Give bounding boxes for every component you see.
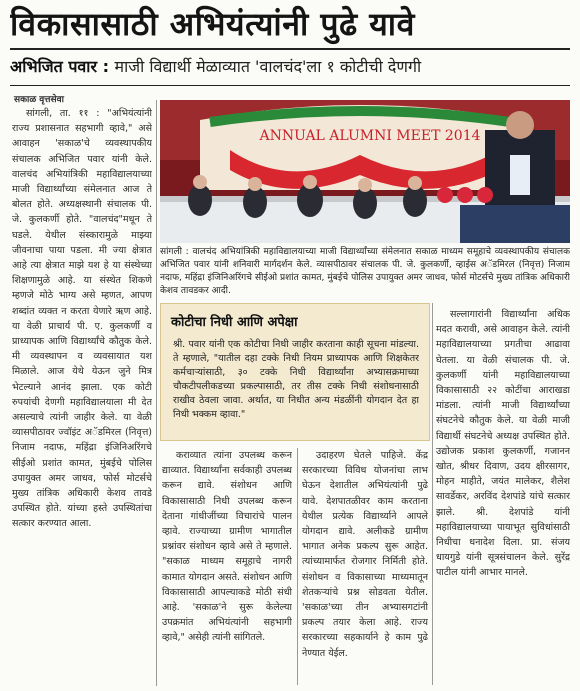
highlight-box-body: श्री. पवार यांनी एक कोटीचा निधी जाहीर करताना काही सूचना मांडल्या. ते म्हणाले, "यातील दहा टक्के निधी नियम प्राध्यापक आणि शिक्षकेतर कर्मचाऱ्यांसाठी, ३० टक्के निधी विद्यार्थ्यांना अभ्यासक्रमाच्या चौकटीपलीकडच्या प्रकल्पासाठी, तर तीस टक्के निधी संशोधनासाठी राखीव ठेवला जावा. अर्थात, या निधीत अन्य मंडळींनी योगदान देत हा निधी भक्कम व्हावा." (173, 339, 419, 420)
event-photo-illustration (160, 100, 570, 243)
body-column-2 (162, 448, 292, 685)
body-paragraph: कराव्यात त्यांना उपलब्ध करून द्याव्यात. विद्यार्थ्यांना सर्वकाही उपलब्ध करून द्यावे. संशोधन आणि विकासासाठी निधी उपलब्ध करून देताना गांधीजींच्या विचारांचे पालन व्हावे. राज्याच्या ग्रामीण भागातील प्रश्नांवर संशोधन व्हावे असे ते म्हणाले. "सकाळ माध्यम समूहाचे नागरी कामात योगदान असते. संशोधन आणि विकासासाठी आपल्याकडे मोठी संधी आहे. 'सकाळ'ने सुरू केलेल्या उपक्रमांत अभियंत्यांनी सहभागी व्हावे," असेही त्यांनी सांगितले. (162, 450, 292, 644)
subhead-rest: माजी विद्यार्थी मेळाव्यात 'वालचंद'ला १ कोटीची देणगी (114, 57, 422, 76)
highlight-box-title: कोटीचा निधी आणि अपेक्षा (171, 315, 298, 330)
photo-caption: सांगली : वालचंद अभियांत्रिकी महाविद्यालयाच्या माजी विद्यार्थ्यांच्या संमेलनात सकाळ माध्यम समूहाचे व्यवस्थापकीय संचालक अभिजित पवार यांनी शनिवारी मार्गदर्शन केले. व्यासपीठावर संचालक पी. जे. कुलकर्णी, व्हाईस अॅडमिरल (निवृत्त) निजाम नदाफ, महिंद्रा इंजिनिअरिंगचे सीईओ प्रशांत कामत, मुंबईचे पोलिस उपायुक्त अमर जाधव, फोर्स मोटर्सचे मुख्य तांत्रिक अधिकारी केशव तावडकर आदी. (160, 247, 570, 296)
headline: विकासासाठी अभियंत्यांनी पुढे यावे (10, 5, 415, 43)
subhead-lead: अभिजित पवार : (10, 57, 109, 76)
body-paragraph: उदाहरण घेतले पाहिजे. केंद्र सरकारच्या विविध योजनांचा लाभ घेऊन देशातील अभियंत्यांनी पुढे यावे. देशपातळीवर काम करताना येथील प्रत्येक विद्यार्थ्याने आपले योगदान द्यावे. अलीकडे ग्रामीण भागात अनेक प्रकल्प सुरू आहेत. त्यांच्यामार्फत रोजगार निर्मिती होते. संशोधन व विकासाच्या माध्यमातून शेतकऱ्यांचे प्रश्न सोडवता येतील. 'सकाळ'च्या तीन अभ्यासगटांनी प्रकल्प तयार केला आहे. राज्य सरकारच्या सहकार्याने हे काम पुढे नेण्यात येईल. (302, 450, 428, 659)
headline-rule (10, 48, 570, 50)
subheadline (10, 52, 570, 82)
highlight-box (160, 303, 430, 441)
subhead-rule (10, 85, 570, 86)
photo-banner-text: ANNUAL ALUMNI MEET 2014 (259, 128, 481, 144)
column-divider (297, 448, 298, 685)
body-paragraph: सल्लागारांनी विद्यार्थ्यांना अधिक मदत करावी, असे आवाहन केले. त्यांनी महाविद्यालयाच्या प्रगतीचा आढावा घेतला. या वेळी संचालक पी. जे. कुलकर्णी यांनी महाविद्यालयाच्या विकासासाठी २२ कोटींचा आराखडा मांडला. त्यांनी माजी विद्यार्थ्यांच्या संघटनेचे कौतुक केले. या वेळी माजी विद्यार्थी संघटनेचे अध्यक्ष उपस्थित होते. उद्योजक प्रकाश कुलकर्णी, गजानन खोत, श्रीधर दिवाण, उदय क्षीरसागर, मोहन माहीते, जयंत मालेकर, शैलेश सावर्डेकर, अरविंद देशपांडे यांचे सत्कार झाले. श्री. देशपांडे यांनी महाविद्यालयाच्या पायाभूत सुविधांसाठी निधीचा धनादेश दिला. प्रा. संजय धायगुडे यांनी सूत्रसंचालन केले. सुरेंद्र पाटील यांनी आभार मानले. (436, 309, 570, 579)
source-credit: सकाळ वृत्तसेवा (14, 95, 64, 105)
body-column-1 (12, 106, 152, 686)
body-column-3 (302, 448, 428, 685)
column-divider (432, 303, 433, 685)
event-photo (160, 100, 570, 243)
column-divider (156, 100, 157, 686)
body-paragraph: सांगली, ता. ११ : "अभियंत्यांनी राज्य प्रशासनात सहभागी व्हावे," असे आवाहन 'सकाळ'चे व्यवस्थापकीय संचालक अभिजित पवार यांनी केले. वालचंद अभियांत्रिकी महाविद्यालयाच्या माजी विद्यार्थ्यांच्या संमेलनात आज ते बोलत होते. अध्यक्षस्थानी संचालक पी. जे. कुलकर्णी होते. "वालचंद"मधून ते घडले. येथील संस्कारामुळे माझ्या जीवनाचा पाया पडला. मी ज्या क्षेत्रात आहे त्या क्षेत्रात माझे यश हे या संस्थेच्या शिक्षणामुळे आहे. या संस्थेत शिकणे म्हणजे मोठे भाग्य असे म्हणत, आपण शब्दांत व्यक्त न करता येणारे ऋण आहे. या वेळी प्राचार्य पी. ए. कुलकर्णी व प्राध्यापक आणि विद्यार्थ्यांचे कौतुक केले. मी व्यवस्थापन व व्यवसायात यश मिळाले. आज येथे येऊन जुने मित्र भेटल्याने आनंद झाला. एक कोटी रुपयांची देणगी महाविद्यालयाला मी देत असल्याचे त्यांनी जाहीर केले. या वेळी व्यासपीठावर ज्वॉइंट अॅडमिरल (निवृत्त) निजाम नदाफ, महिंद्रा इंजिनिअरिंगचे सीईओ प्रशांत कामत, मुंबईचे पोलिस उपायुक्त अमर जाधव, फोर्स मोटर्सचे मुख्य तांत्रिक अधिकारी केशव तावडे उपस्थित होते. यांच्या हस्ते उपस्थितांचा सत्कार करण्यात आला. (12, 108, 152, 530)
body-column-4 (436, 307, 570, 685)
